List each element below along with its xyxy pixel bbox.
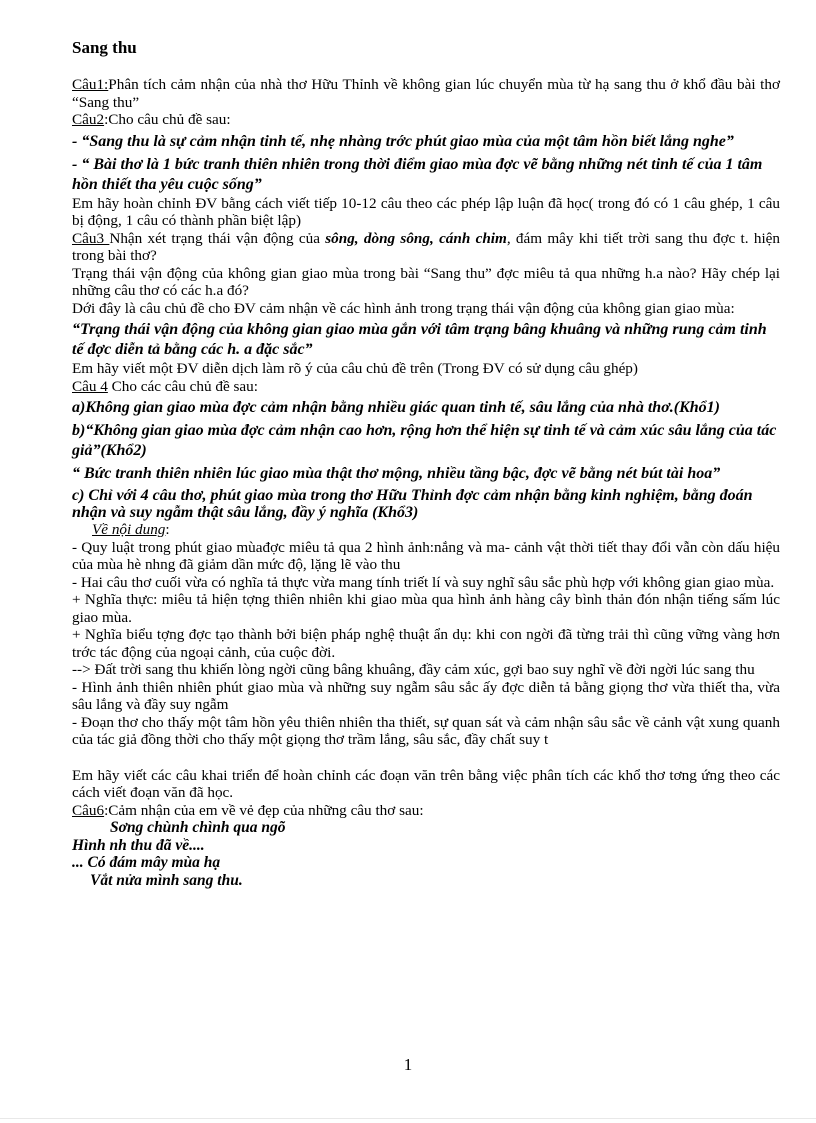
poem-line: ... Có đám mây mùa hạ [72,854,221,871]
question-3-paragraph-3: Dới đây là câu chủ đề cho ĐV cảm nhận về các hình ảnh trong trạng thái vận động của không gian giao mùa: [72,299,735,317]
question-3-label: Câu3 [72,229,110,247]
question-4-a: a)Không gian giao mùa đợc cảm nhận bằng nhiều giác quan tinh tế, sâu lắng của nhà thơ.(Khổ1) [72,399,720,416]
poem-line: Vắt nửa mình sang thu. [90,871,243,889]
final-task: Em hãy viết các câu khai triển để hoàn chỉnh các đoạn văn trên bằng việc phân tích các khổ thơ tơng ứng theo các cách viết đoạn văn đã học. [72,766,780,801]
question-2 [72,111,780,129]
question-1 [72,76,780,111]
question-1-text: Phân tích cảm nhận của nhà thơ Hữu Thỉnh về không gian lúc chuyển mùa từ hạ sang thu ở khổ đầu bài thơ “Sang thu” [72,76,780,111]
content-item: + Nghĩa biểu tợng đợc tạo thành bởi biện pháp nghệ thuật ẩn dụ: khi con ngời đã từng trải thì cũng vững vàng hơn trớc tác động của ngoại cảnh, của cuộc đời. [72,626,780,661]
question-1-label: Câu1: [72,76,109,93]
content-item: --> Đất trời sang thu khiến lòng ngời cũng bâng khuâng, đầy cảm xúc, gợi bao suy nghĩ về đời ngời lúc sang thu [72,661,755,678]
page-divider [0,1118,816,1119]
question-2-text: :Cho câu chủ đề sau: [104,111,231,128]
question-4-text: Cho các câu chủ đề sau: [107,377,258,395]
content-label: Về nội dung [92,521,166,538]
content-item: - Quy luật trong phút giao mùađợc miêu tả qua 2 hình ảnh:nắng và ma- cảnh vật thời tiết thay đổi vẫn còn dấu hiệu của mùa hè nhng đã giảm dần mức độ, lặng lẽ vào thu [72,538,780,573]
question-4 [72,378,780,396]
question-6-text: :Cảm nhận của em về vẻ đẹp của những câu thơ sau: [104,801,424,819]
question-3-emphasis: sông, dòng sông, cánh chim [325,229,507,247]
topic-quote-1: - “Sang thu là sự cảm nhận tinh tế, nhẹ nhàng trớc phút giao mùa của một tâm hồn biết lắng nghe” [72,132,734,150]
page-title: Sang thu [72,38,137,57]
topic-quote-3: “Trạng thái vận động của không gian giao mùa gắn với tâm trạng bâng khuâng và những rung cảm tinh tế đợc diễn tả bằng các h. a đặc sắc” [72,321,767,358]
content-item: - Đoạn thơ cho thấy một tâm hồn yêu thiên nhiên tha thiết, sự quan sát và cảm nhận sâu sắc về cảnh vật xung quanh của tác giả đồng thời cho thấy một giọng thơ trầm lắng, sâu sắc, đầy chất suy t [72,713,780,748]
question-3-paragraph-2: Trạng thái vận động của không gian giao mùa trong bài “Sang thu” đợc miêu tả qua những h.a nào? Hãy chép lại những câu thơ có các h.a đó? [72,264,780,299]
question-3-pre: Nhận xét trạng thái vận động của [109,229,326,247]
question-4-c: c) Chỉ với 4 câu thơ, phút giao mùa trong thơ Hữu Thỉnh đợc cảm nhận bằng kinh nghiệm, bằng đoán nhận và suy ngẫm thật sâu lắng, đầy ý nghĩa (Khổ3) [72,487,753,521]
question-4-quote: “ Bức tranh thiên nhiên lúc giao mùa thật thơ mộng, nhiều tầng bậc, đợc vẽ bằng nét bút tài hoa” [72,465,721,482]
question-4-b: b)“Không gian giao mùa đợc cảm nhận cao hơn, rộng hơn thể hiện sự tinh tế và cảm xúc sâu lắng của tác giả”(Khổ2) [72,422,777,459]
poem-line: Sơng chùnh chình qua ngõ [110,819,286,836]
question-6-label: Câu6 [72,801,105,819]
content-item: + Nghĩa thực: miêu tả hiện tợng thiên nhiên khi giao mùa qua hình ảnh hàng cây bình thản đón nhận tiếng sấm lúc giao mùa. [72,591,780,626]
content-heading: Về nội dung: [92,521,170,538]
question-3-post: , đám mây khi tiết trời sang thu đợc t. hiện trong bài thơ? [72,229,781,264]
question-3-task: Em hãy viết một ĐV diễn dịch làm rõ ý của câu chủ đề trên (Trong ĐV có sử dụng câu ghép) [72,360,638,377]
question-2-label: Câu2 [72,111,105,128]
question-4-label: Câu 4 [72,377,108,395]
poem-line: Hình nh thu đã về.... [72,836,205,854]
spacer [72,749,780,767]
question-6 [72,802,780,820]
content-item: - Hình ảnh thiên nhiên phút giao mùa và những suy ngẫm sâu sắc ấy đợc diễn tả bằng giọng thơ vừa thiết tha, vừa sâu lắng và đầy suy ngẫm [72,678,780,713]
question-2-task: Em hãy hoàn chỉnh ĐV bằng cách viết tiếp 10-12 câu theo các phép lập luận đã học( trong đó có 1 câu ghép, 1 câu bị động, 1 câu có thành phần biệt lập) [72,194,780,229]
page-number: 1 [403,1055,413,1074]
poem [72,819,780,889]
document-page [72,38,780,889]
question-3 [72,230,780,265]
content-item: - Hai câu thơ cuối vừa có nghĩa tả thực vừa mang tính triết lí và suy nghĩ sâu sắc phù hợp với không gian giao mùa. [72,573,775,591]
topic-quote-2: - “ Bài thơ là 1 bức tranh thiên nhiên trong thời điểm giao mùa đợc vẽ bằng những nét tinh tế của 1 tâm hồn thiết tha yêu cuộc sống” [72,155,763,193]
content-list [72,539,780,749]
